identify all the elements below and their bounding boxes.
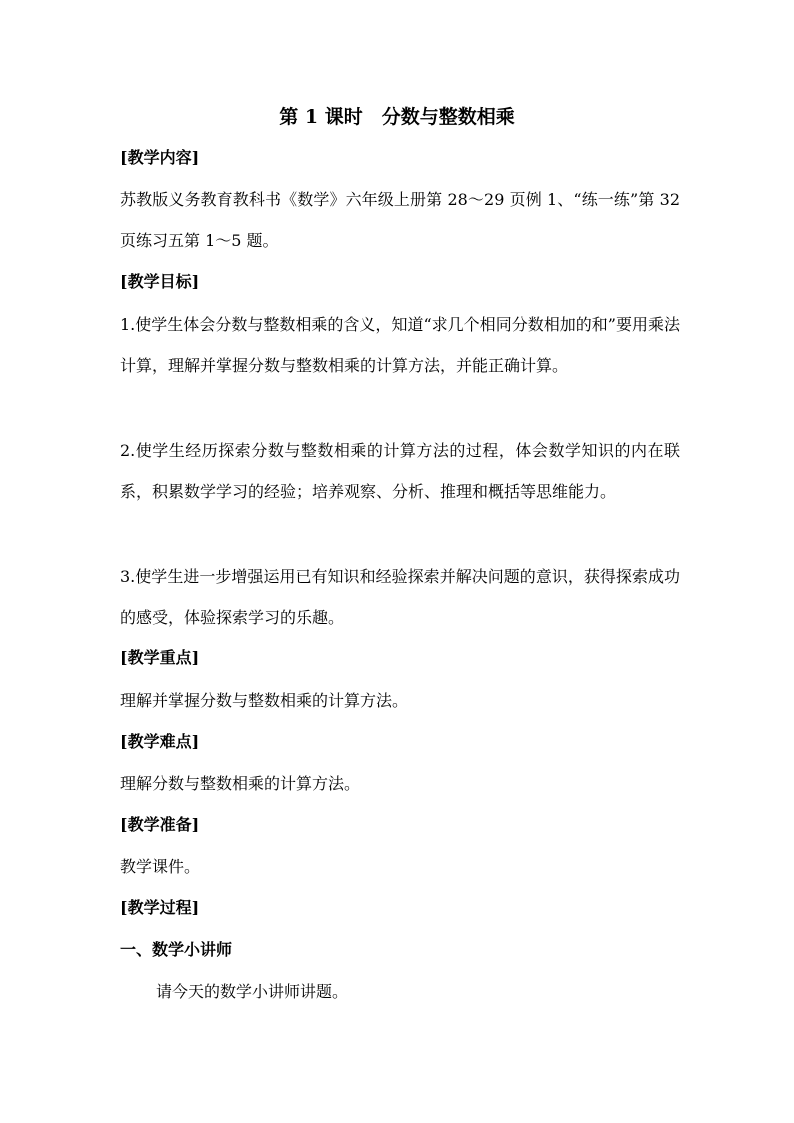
key-points-paragraph: 理解并掌握分数与整数相乘的计算方法。 [120,691,409,710]
preparation-paragraph: 教学课件。 [120,857,201,876]
section-heading-goals: [教学目标] [120,272,200,291]
section-heading-content: [教学内容] [120,148,200,167]
process-subheading: 一、数学小讲师 [120,940,233,959]
goal-item-2: 2.使学生经历探索分数与整数相乘的计算方法的过程，体会数学知识的内在联系，积累数学学习的经验；培养观察、分析、推理和概括等思维能力。 [120,441,680,501]
difficulties-paragraph: 理解分数与整数相乘的计算方法。 [120,774,361,793]
lesson-title: 第 1 课时 分数与整数相乘 [279,106,515,128]
section-heading-key-points: [教学重点] [120,648,200,667]
goal-item-1: 1.使学生体会分数与整数相乘的含义，知道“求几个相同分数相加的和”要用乘法计算，理解并掌握分数与整数相乘的计算方法，并能正确计算。 [120,315,680,375]
goal-item-3: 3.使学生进一步增强运用已有知识和经验探索并解决问题的意识，获得探索成功的感受，体验探索学习的乐趣。 [120,567,680,627]
content-paragraph: 苏教版义务教育教科书《数学》六年级上册第 28～29 页例 1、“练一练”第 32 页练习五第 1～5 题。 [120,190,680,250]
process-paragraph: 请今天的数学小讲师讲题。 [156,982,349,1001]
section-heading-difficulties: [教学难点] [120,732,200,751]
section-heading-process: [教学过程] [120,898,200,917]
section-heading-preparation: [教学准备] [120,815,200,834]
